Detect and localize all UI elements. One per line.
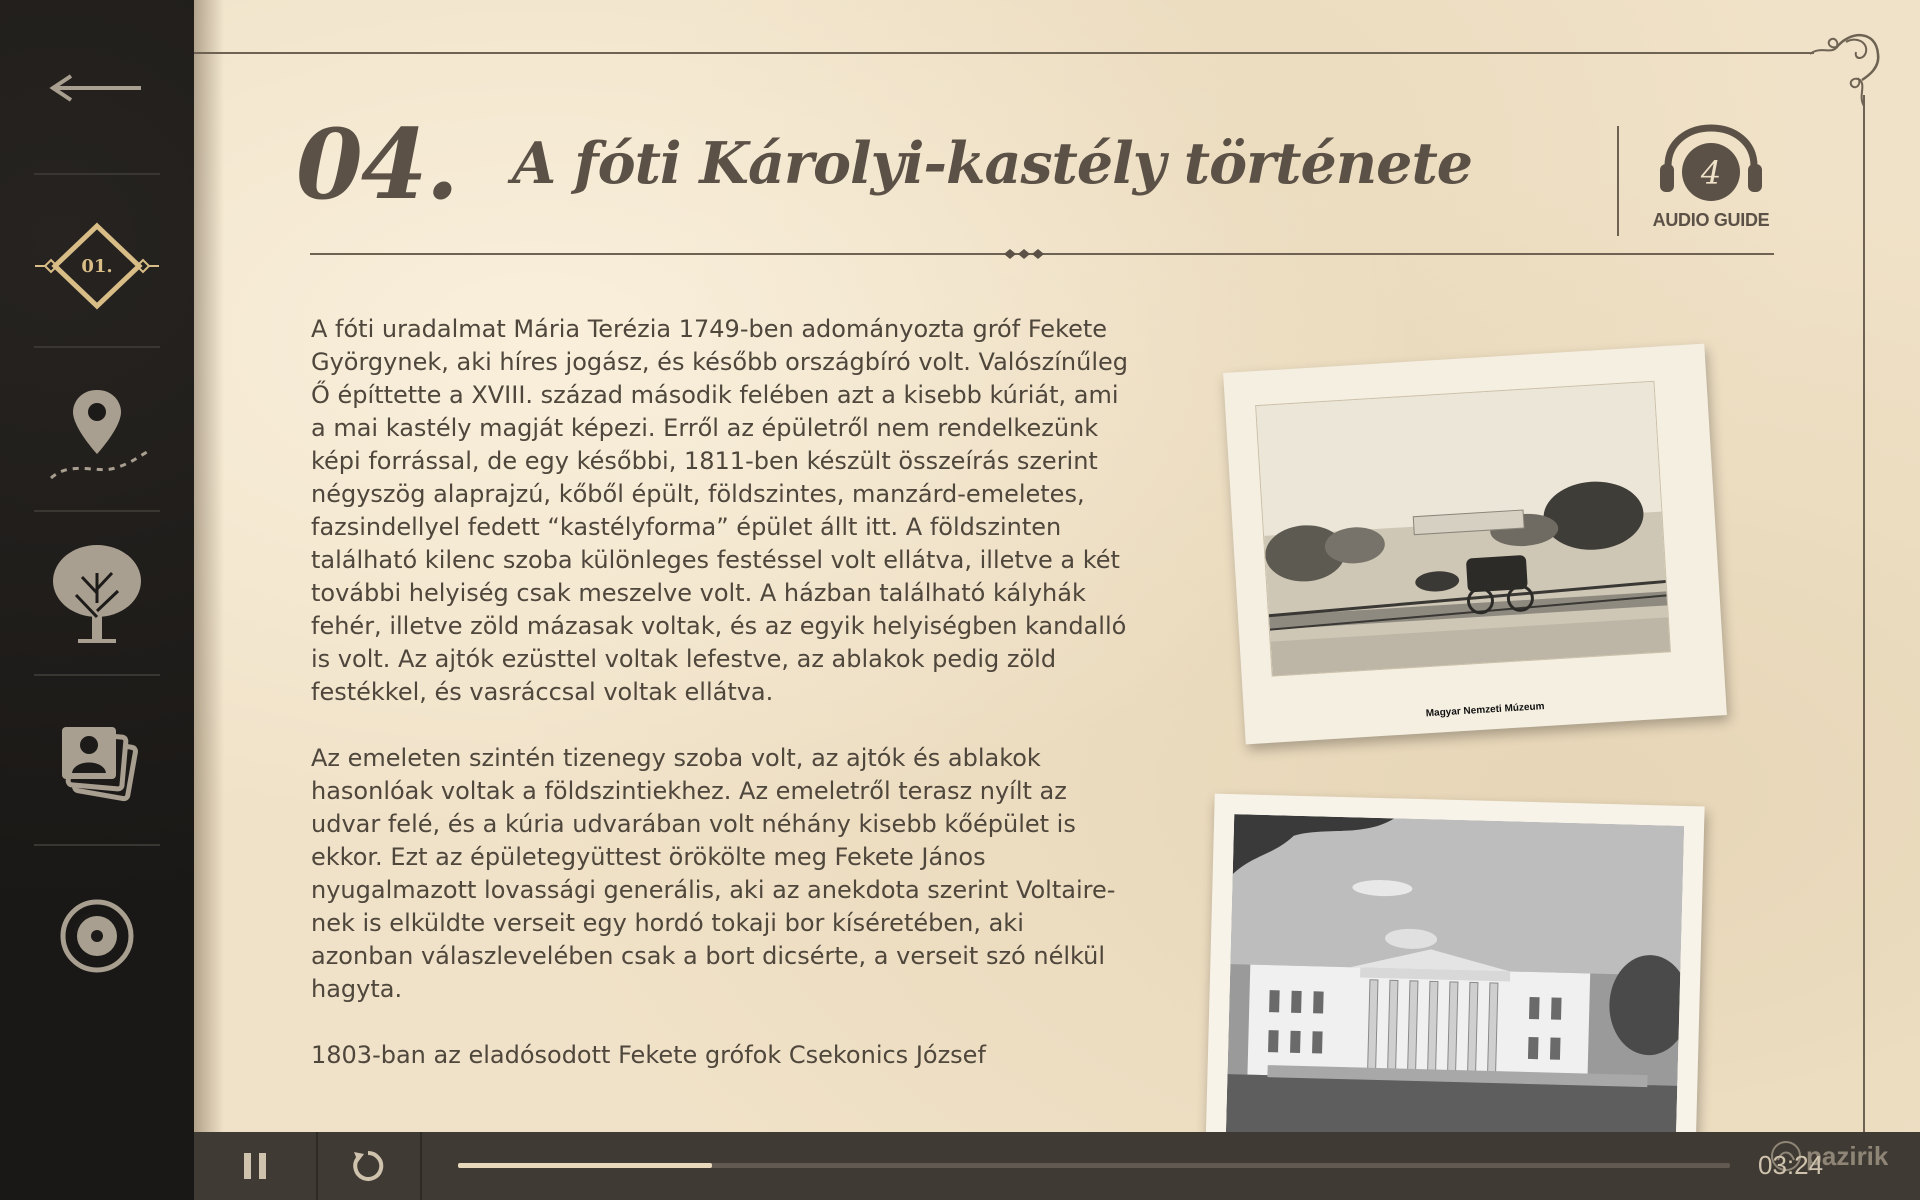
paragraph: Az emeleten szintén tizenegy szoba volt, az ajtók és ablakok hasonlóak voltak a földszintiekhez. Az emeletről terasz nyílt az udvar felé, és a kúria udvarában volt néhány kisebb kőépület is ekkor. Ezt az épületegyüttest örökölte meg Fekete János nyugalmazott lovassági generális, aki az anekdota szerint Voltaire-nek is elküldte verseit egy hordó tokaji bor kíséretében, aki azonban válaszlevelében csak a bort dicsérte, a verseit szó nélkül hagyta. bbox=[311, 744, 1116, 1003]
photo-caption: Magyar Nemzeti Múzeum bbox=[1425, 701, 1545, 720]
content-page bbox=[194, 0, 1920, 1132]
paragraph: A fóti uradalmat Mária Terézia 1749-ben adományozta gróf Fekete Györgynek, aki híres jogász, és később országbíró volt. Valószínűleg Ő építtette a XVIII. század második felében azt a kisebb kúriát, ami a mai kastély magját képezi. Erről az épületről nem rendelkezünk képi forrással, de egy későbbi, 1811-ben készült összeírás szerint négyszög alaprajzú, kőből épült, földszintes, manzárd-emeletes, fazsindellyel fedett “kastélyforma” épület állt itt. A földszinten található kilenc szoba különleges festéssel volt ellátva, illetve a két további helyiség csak meszelve volt. A házban található kályhák fehér, illetve zöld mázasak voltak, és az egyik helyiségben kandalló is volt. Az ajtók ezüsttel voltak lefestve, az ablakok pedig zöld festékkel, és vasráccsal voltak ellátva. bbox=[311, 315, 1129, 706]
sidebar-divider bbox=[34, 674, 160, 676]
replay-icon bbox=[350, 1148, 386, 1184]
sidebar-divider bbox=[34, 346, 160, 348]
frame-top-line bbox=[194, 52, 1814, 54]
headphones-icon bbox=[1658, 124, 1764, 204]
pause-icon bbox=[242, 1151, 268, 1181]
photo-castle[interactable] bbox=[1205, 794, 1704, 1132]
disc-icon bbox=[57, 896, 137, 976]
lithograph-image bbox=[1255, 381, 1671, 677]
replay-button[interactable] bbox=[318, 1132, 418, 1200]
brand-name: pazirik bbox=[1806, 1140, 1889, 1171]
map-pin-route-icon bbox=[37, 382, 157, 482]
page-title: A fóti Károlyi-kastély története bbox=[512, 130, 1473, 197]
chapter-badge-label: 01. bbox=[81, 256, 113, 277]
sidebar-item-map[interactable] bbox=[0, 380, 194, 484]
corner-flourish-icon bbox=[1806, 20, 1886, 110]
audio-guide-button[interactable] bbox=[1652, 124, 1770, 244]
page-shadow bbox=[194, 0, 224, 1132]
back-button[interactable] bbox=[0, 50, 194, 126]
sidebar bbox=[0, 0, 194, 1200]
paragraph: 1803-ban az eladósodott Fekete grófok Csekonics József bbox=[311, 1041, 986, 1069]
chapter-number: 04. bbox=[296, 108, 458, 221]
sidebar-item-disc[interactable] bbox=[0, 886, 194, 986]
tree-icon bbox=[42, 537, 152, 647]
brand-emblem-icon bbox=[1770, 1140, 1802, 1172]
photo-gallery-icon bbox=[52, 717, 142, 807]
ornament-dots-icon bbox=[994, 247, 1054, 261]
article-text bbox=[311, 313, 1131, 1105]
player-divider bbox=[420, 1132, 422, 1200]
lithograph-drawing bbox=[1256, 382, 1671, 677]
sidebar-item-gallery[interactable] bbox=[0, 712, 194, 812]
audio-separator bbox=[1617, 126, 1619, 236]
sidebar-divider bbox=[34, 173, 160, 175]
progress-fill bbox=[458, 1163, 712, 1168]
chapter-badge-button[interactable] bbox=[0, 215, 194, 317]
photo-lithograph[interactable] bbox=[1223, 344, 1727, 745]
brand-logo bbox=[1770, 1140, 1888, 1172]
sidebar-divider bbox=[34, 510, 160, 512]
sidebar-item-tree[interactable] bbox=[0, 536, 194, 648]
pause-button[interactable] bbox=[194, 1132, 316, 1200]
progress-slider[interactable] bbox=[458, 1163, 1730, 1168]
time-display: 03:24 bbox=[1758, 1150, 1824, 1180]
frame-right-line bbox=[1863, 95, 1865, 1132]
audio-guide-label: AUDIO GUIDE bbox=[1652, 210, 1770, 230]
sidebar-divider bbox=[34, 844, 160, 846]
castle-image bbox=[1226, 814, 1684, 1132]
castle-drawing bbox=[1226, 814, 1684, 1132]
arrow-left-icon bbox=[49, 73, 145, 103]
audio-player bbox=[194, 1132, 1920, 1200]
audio-guide-number: 4 bbox=[1700, 154, 1722, 192]
chapter-diamond-icon bbox=[31, 220, 163, 312]
